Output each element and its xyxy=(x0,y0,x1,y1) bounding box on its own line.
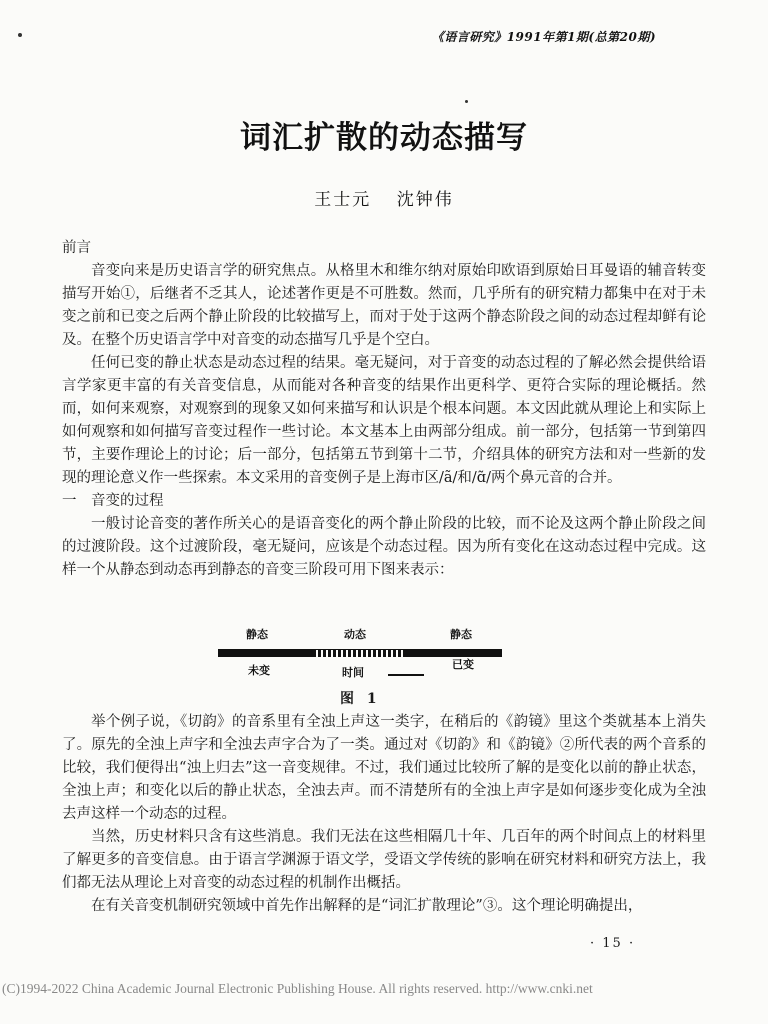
page-number: · 15 · xyxy=(590,936,636,951)
figure-bar-static-left xyxy=(218,650,314,657)
article-body-bottom xyxy=(62,711,706,918)
article-title: 词汇扩散的动态描写 xyxy=(240,120,528,156)
journal-header: 《语言研究》1991年第1期(总第20期) xyxy=(431,30,656,44)
section-heading-1: 一 音变的过程 xyxy=(62,493,164,509)
figure-time-arrow xyxy=(388,674,424,676)
figure-label-static-left: 静态 xyxy=(246,628,268,641)
figure-label-changed: 已变 xyxy=(452,658,474,671)
figure-label-dynamic: 动态 xyxy=(344,628,366,641)
section-heading-preface: 前言 xyxy=(62,240,91,256)
scan-speck xyxy=(18,33,22,37)
paragraph: 举个例子说，《切韵》的音系里有全浊上声这一类字，在稍后的《韵镜》里这个类就基本上消失了。原先的全浊上声字和全浊去声字合为了一类。通过对《切韵》和《韵镜》②所代表的两个音系的比较，我们便得出“浊上归去”这一音变规律。不过，我们通过比较所了解的是变化以前的静止状态，全浊上声；和变化以后的静止状态，全浊去声。而不清楚所有的全浊上声字是如何逐步变化成为全浊去声这样一个动态的过程。 xyxy=(62,714,706,822)
authors xyxy=(0,185,768,210)
paragraph: 在有关音变机制研究领域中首先作出解释的是“词汇扩散理论”③。这个理论明确提出， xyxy=(91,898,643,914)
author-2: 沈钟伟 xyxy=(396,190,454,210)
figure-caption: 图 1 xyxy=(340,691,381,707)
copyright-footer: (C)1994-2022 China Academic Journal Electronic Publishing House. All rights reserved. http://www.cnki.net xyxy=(2,981,593,996)
paragraph: 音变向来是历史语言学的研究焦点。从格里木和维尔纳对原始印欧语到原始日耳曼语的辅音转变描写开始①，后继者不乏其人，论述著作更是不可胜数。然而，几乎所有的研究精力都集中在对于未变之前和已变之后两个静止阶段的比较描写上，而对于处于这两个静态阶段之间的动态过程却鲜有论及。在整个历史语言学中对音变的动态描写几乎是个空白。 xyxy=(62,263,706,348)
author-1: 王士元 xyxy=(314,190,372,210)
paragraph: 当然，历史材料只含有这些消息。我们无法在这些相隔几十年、几百年的两个时间点上的材料里了解更多的音变信息。由于语言学渊源于语文学，受语文学传统的影响在研究材料和研究方法上，我们都无法从理论上对音变的动态过程的机制作出概括。 xyxy=(62,829,706,891)
article-body-top xyxy=(62,237,706,582)
figure-label-unchanged: 未变 xyxy=(248,664,270,677)
figure-label-static-right: 静态 xyxy=(450,628,472,641)
figure-1 xyxy=(218,624,502,707)
figure-label-time: 时间 xyxy=(342,666,364,679)
paragraph: 任何已变的静止状态是动态过程的结果。毫无疑问，对于音变的动态过程的了解必然会提供给语言学家更丰富的有关音变信息，从而能对各种音变的结果作出更科学、更符合实际的理论概括。然而，如何来观察，对观察到的现象又如何来描写和认识是个根本问题。本文因此就从理论上和实际上如何观察和如何描写音变过程作一些讨论。本文基本上由两部分组成。前一部分，包括第一节到第四节，主要作理论上的讨论；后一部分，包括第五节到第十二节，介绍具体的研究方法和对一些新的发现的理论意义作一些探索。本文采用的音变例子是上海市区/ã/和/ɑ̃/两个鼻元音的合并。 xyxy=(62,355,706,486)
paragraph: 一般讨论音变的著作所关心的是语音变化的两个静止阶段的比较，而不论及这两个静止阶段之间的过渡阶段。这个过渡阶段，毫无疑问，应该是个动态过程。因为所有变化在这动态过程中完成。这样一个从静态到动态再到静态的音变三阶段可用下图来表示： xyxy=(62,516,706,578)
scan-speck xyxy=(465,100,468,103)
